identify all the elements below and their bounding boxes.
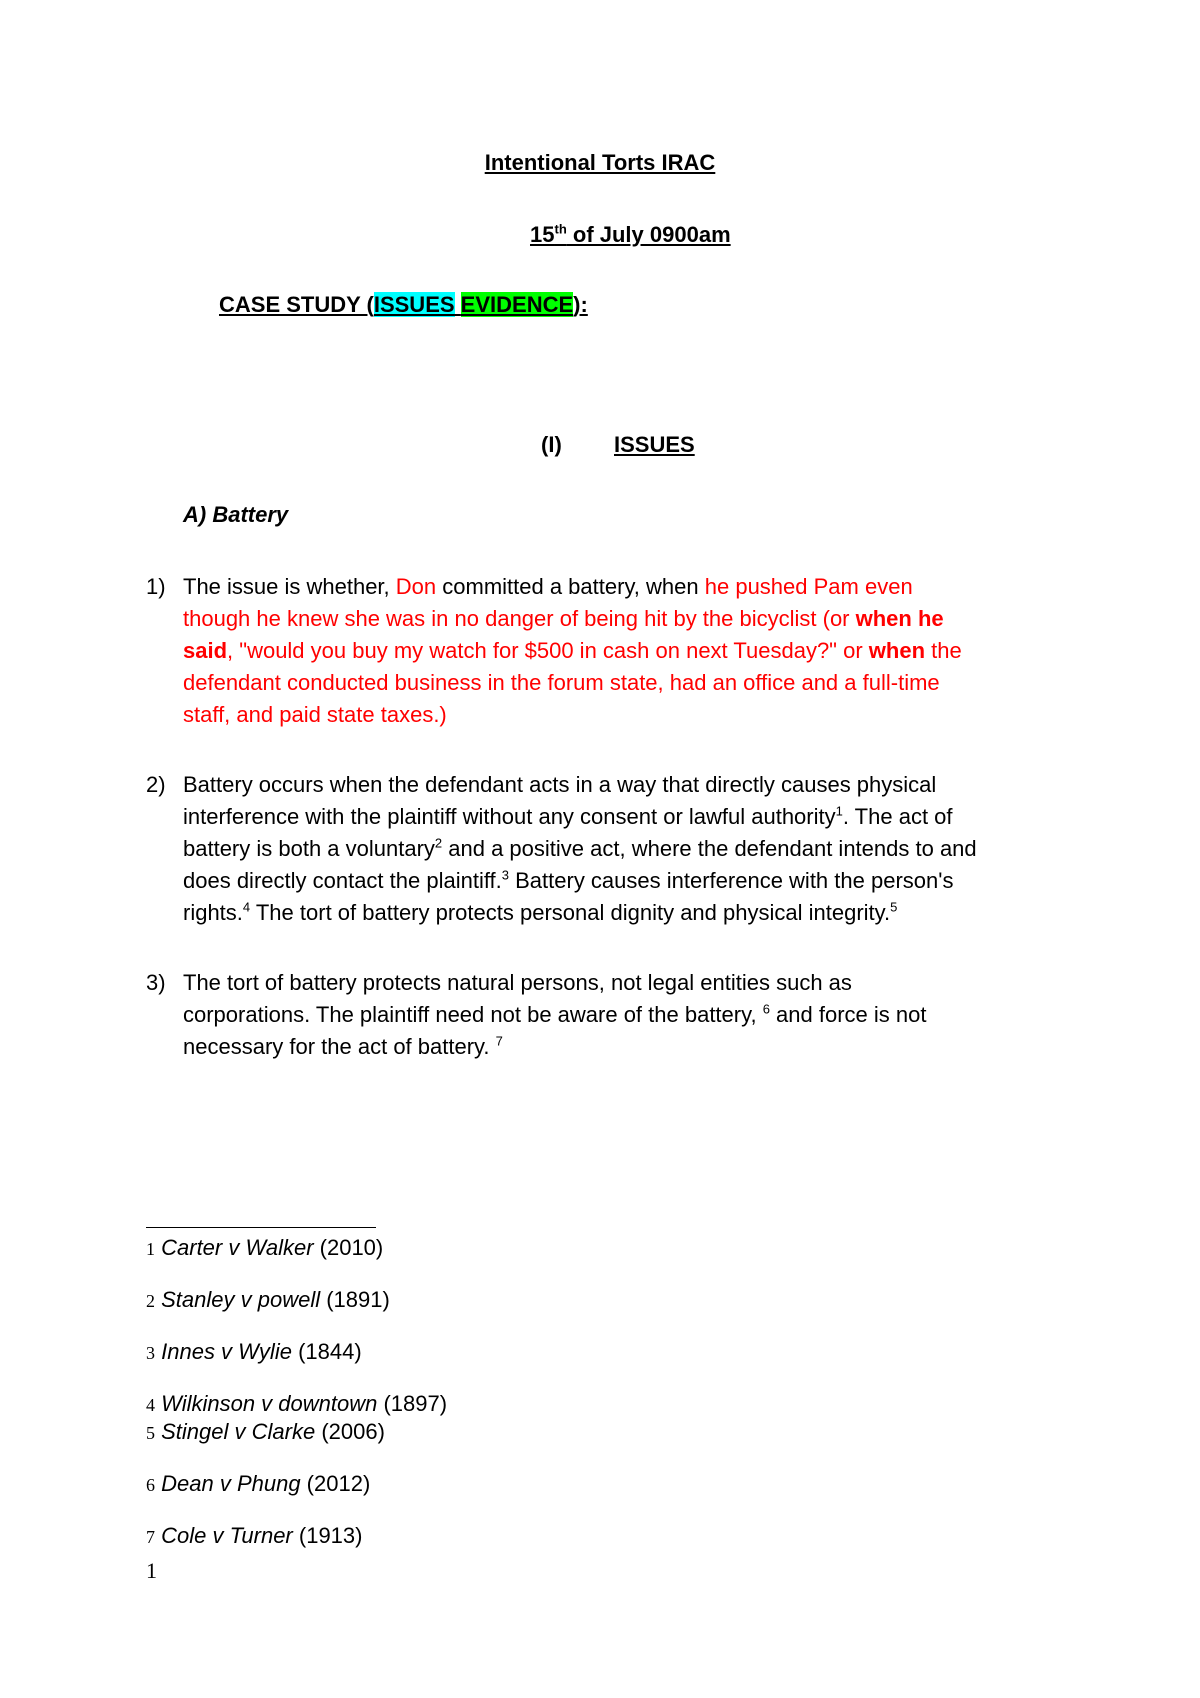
case-study-space: [455, 292, 461, 317]
item-1-line-2-text: though he knew she was in no danger of being hit by the bicyclist (or: [183, 606, 856, 631]
item-2-line-5-text-2: The tort of battery protects personal dignity and physical integrity.: [250, 900, 891, 925]
section-number-text: (I): [541, 432, 562, 457]
date-rest: of July 0900am: [566, 222, 731, 247]
footnote-ref-5[interactable]: 5: [890, 899, 898, 915]
item-1-red-name: Don: [395, 574, 437, 599]
footnote-year: (2012): [300, 1471, 371, 1496]
item-3-line-3: [183, 1032, 503, 1062]
footnote-ref-4[interactable]: 4: [242, 899, 251, 915]
footnote-ref-1[interactable]: 1: [835, 803, 843, 819]
section-title-text: ISSUES: [614, 432, 695, 457]
page-number: 1: [146, 1558, 157, 1583]
item-1-line-3-bold-2: when: [868, 638, 926, 663]
footnote-case: Innes v Wylie: [161, 1339, 292, 1364]
item-2-line-2-text-2: . The act of: [842, 804, 953, 829]
case-study-heading: [219, 290, 588, 320]
list-number-2: 2): [146, 772, 166, 797]
date-superscript: th: [554, 221, 567, 237]
footnote-ref-7[interactable]: 7: [495, 1033, 503, 1049]
title-text: Intentional Torts IRAC: [484, 150, 716, 175]
footnote-case: Dean v Phung: [161, 1471, 301, 1496]
footnote-case: Stingel v Clarke: [161, 1419, 316, 1444]
item-1-line-3-text-2: the: [925, 638, 962, 663]
item-1-line-3-bold: said: [183, 638, 228, 663]
item-3-line-1: The tort of battery protects natural persons, not legal entities such as: [183, 970, 852, 995]
footnote-year: (1844): [291, 1339, 362, 1364]
date-line: [530, 220, 731, 250]
footnote-year: (2010): [313, 1235, 384, 1260]
evidence-highlight: EVIDENCE: [460, 292, 574, 317]
footnote-number: 3: [146, 1343, 155, 1363]
item-2-line-3-text-2: and a positive act, where the defendant intends to and: [442, 836, 977, 861]
footnote-5: [146, 1418, 385, 1447]
footnote-separator: [146, 1227, 376, 1228]
footnote-ref-2[interactable]: 2: [434, 835, 443, 851]
case-study-suffix: ):: [573, 292, 588, 317]
footnote-number: 7: [146, 1527, 155, 1547]
subsection-heading: [183, 500, 288, 530]
footnote-2: [146, 1286, 390, 1315]
document-title: [0, 148, 1200, 178]
footnote-year: (1913): [292, 1523, 363, 1548]
item-1-line-3: [183, 636, 962, 666]
footnote-6: [146, 1470, 370, 1499]
item-1-line-4: defendant conducted business in the forum state, had an office and a full-time: [183, 670, 940, 695]
item-1-text: The issue is whether,: [183, 574, 396, 599]
item-2-line-4: [183, 866, 953, 896]
subsection-text: A) Battery: [183, 502, 289, 527]
item-2-line-2: [183, 802, 953, 832]
footnote-ref-3[interactable]: 3: [501, 867, 510, 883]
item-1-line-3-text: , "would you buy my watch for $500 in cash on next Tuesday?" or: [227, 638, 869, 663]
item-2-line-4-text-2: Battery causes interference with the person's: [509, 868, 954, 893]
footnote-year: (1891): [320, 1287, 390, 1312]
footnote-7: [146, 1522, 362, 1551]
item-1-red-text: he pushed Pam even: [704, 574, 913, 599]
footnote-case: Stanley v powell: [161, 1287, 321, 1312]
footnote-4: [146, 1390, 447, 1419]
item-2-line-5-text: rights.: [183, 900, 243, 925]
footnote-3: [146, 1338, 362, 1367]
item-2-line-5: [183, 898, 897, 928]
footnote-number: 6: [146, 1475, 155, 1495]
item-1-line-2: [183, 604, 944, 634]
footnote-number: 1: [146, 1239, 155, 1259]
footnote-case: Wilkinson v downtown: [161, 1391, 378, 1416]
footnote-number: 5: [146, 1423, 155, 1443]
item-1-text-2: committed a battery, when: [436, 574, 705, 599]
item-2-line-3: [183, 834, 977, 864]
footnote-number: 4: [146, 1395, 155, 1415]
footnote-case: Cole v Turner: [161, 1523, 293, 1548]
item-3-line-2-text-2: and force is not: [769, 1002, 927, 1027]
item-1-line-5: staff, and paid state taxes.): [183, 702, 447, 727]
footnote-year: (1897): [377, 1391, 448, 1416]
item-2-line-4-text: does directly contact the plaintiff.: [183, 868, 502, 893]
item-3-line-2-text: corporations. The plaintiff need not be aware of the battery,: [183, 1002, 763, 1027]
issues-highlight: ISSUES: [373, 292, 455, 317]
list-number-3: 3): [146, 970, 166, 995]
footnote-case: Carter v Walker: [161, 1235, 314, 1260]
footnote-1: [146, 1234, 383, 1263]
footnote-ref-6[interactable]: 6: [762, 1001, 770, 1017]
item-2-line-2-text: interference with the plaintiff without any consent or lawful authority: [183, 804, 836, 829]
case-study-prefix: CASE STUDY (: [219, 292, 374, 317]
section-title: [614, 430, 695, 460]
item-3-line-3-text: necessary for the act of battery.: [183, 1034, 496, 1059]
item-1-line-2-bold: when he: [855, 606, 944, 631]
list-number-1: 1): [146, 574, 166, 599]
item-2-line-3-text: battery is both a voluntary: [183, 836, 435, 861]
footnote-year: (2006): [315, 1419, 385, 1444]
item-3-line-2: [183, 1000, 926, 1030]
date-day: 15: [530, 222, 555, 247]
item-2-line-1: Battery occurs when the defendant acts in a way that directly causes physical: [183, 772, 937, 797]
section-number: [541, 430, 562, 460]
footnote-number: 2: [146, 1291, 155, 1311]
item-1-line-1: [183, 572, 913, 602]
